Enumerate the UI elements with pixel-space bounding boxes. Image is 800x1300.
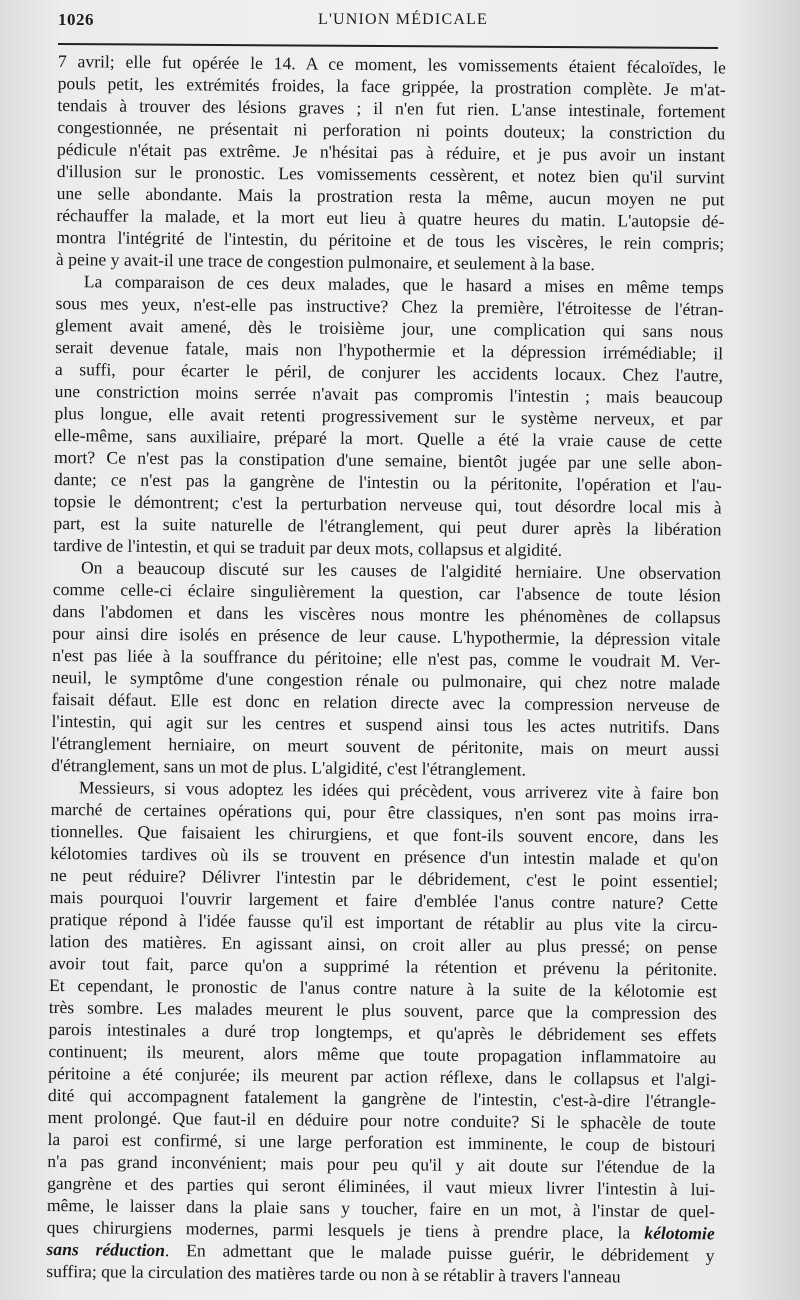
page-header xyxy=(58,10,748,34)
paragraph-2 xyxy=(53,270,724,562)
body-text xyxy=(46,50,726,1288)
text-line: avoir tout fait, parce qu'on a supprimé la rétention et prévenu la péritonite. xyxy=(49,952,718,980)
text-line: On a beaucoup discuté sur les causes de l'algidité herniaire. Une observation xyxy=(80,557,722,584)
text-line: mort? Ce n'est pas la constipation d'une semaine, bientôt jugée par une selle abon- xyxy=(53,446,723,474)
text-line: montra l'intégrité de l'intestin, du péritoine et de tous les viscères, le rein compris; xyxy=(56,226,725,254)
text-line: réchauffer la malade, et la mort eut lieu à quatre heures du matin. L'autopsie dé- xyxy=(56,204,725,232)
text-line: très sombre. Les malades meurent le plus souvent, parce que la compression des xyxy=(48,996,717,1024)
text-line: une constriction moins serrée n'avait pas compromis l'intestin ; mais beaucoup xyxy=(54,380,723,408)
text-line: tardive de l'intestin, et qui se traduit par deux mots, collapsus et algidité. xyxy=(53,534,563,560)
text-line: glement avait amené, dès le troisième jour, une complication qui sans nous xyxy=(55,314,724,342)
text-line: dité qui accompagnent fatalement la gangrène de l'intestin, c'est-à-dire l'étrangle- xyxy=(47,1084,717,1112)
text-line: faisait défaut. Elle est donc en relation directe avec la compression nerveuse de xyxy=(51,688,720,716)
text-line: comme celle-ci éclaire singulièrement la question, car l'absence de toute lésion xyxy=(52,578,721,606)
paragraph-4 xyxy=(46,776,719,1288)
text-line: part, est la suite naturelle de l'étranglement, qui peut durer après la libération xyxy=(53,512,722,540)
text-line: tionnelles. Que faisaient les chirurgiens, et que font-ils souvent encore, dans les xyxy=(50,820,719,848)
text-line: pratique répond à l'idée fausse qu'il est important de rétablir au plus vite la circu- xyxy=(49,908,718,936)
text-line: n'a pas grand inconvénient; mais pour peu qu'il y ait doute sur l'étendue de la xyxy=(47,1150,716,1178)
text-line: tendais à trouver des lésions graves ; il n'en fut rien. L'anse intestinale, fortement xyxy=(57,94,726,122)
text-line: sous mes yeux, n'est-elle pas instructive? Chez la première, l'étroitesse de l'étran- xyxy=(55,292,724,320)
paragraph-3 xyxy=(51,556,721,782)
text-fragment: ques chirurgiens modernes, parmi lesquels je tiens à prendre place, la xyxy=(46,1216,631,1243)
text-line: congestionnée, ne présentait ni perforation ni points douteux; la constriction du xyxy=(57,116,726,144)
text-line: kélotomies tardives où ils se trouvent en présence d'un intestin malade et qu'on xyxy=(50,842,719,870)
text-line: même, le laisser dans la plaie sans y toucher, faire en un mot, à l'instar de quel- xyxy=(46,1194,715,1222)
text-line: pour ainsi dire isolés en présence de leur cause. L'hypothermie, la dépression vitale xyxy=(52,622,721,650)
text-line: serait devenue fatale, mais non l'hypothermie et la dépression irrémédiable; il xyxy=(55,336,724,364)
text-line: ne peut réduire? Délivrer l'intestin par le débridement, c'est le point essentiel; xyxy=(49,864,719,892)
text-line: d'illusion sur le pronostic. Les vomissements cessèrent, et notez bien qu'il survint xyxy=(56,160,725,188)
italic-term: sans réduction xyxy=(46,1238,166,1261)
text-line: à peine y avait-il une trace de congestion pulmonaire, et seulement à la base. xyxy=(55,248,595,275)
paragraph-1 xyxy=(56,50,726,276)
page-number: 1026 xyxy=(58,10,94,29)
text-line: lation des matières. En agissant ainsi, on croit aller au plus pressé; on pense xyxy=(49,930,718,958)
text-line: pouls petit, les extrémités froides, la face grippée, la prostration complète. Je m'at- xyxy=(57,72,726,100)
text-line: continuent; ils meurent, alors même que toute propagation inflammatoire au xyxy=(48,1040,717,1068)
text-line: pédicule n'était pas extrême. Je n'hésitai pas à réduire, et je pus avoir un instant xyxy=(56,138,726,166)
text-line: Et cependant, le pronostic de l'anus contre nature à la suite de la kélotomie est xyxy=(48,974,718,1002)
text-line: suffira; que la circulation des matières tarde ou non à se rétablir à travers l'anneau xyxy=(46,1260,621,1287)
text-line: d'étranglement, sans un mot de plus. L'algidité, c'est l'étranglement. xyxy=(51,754,527,780)
text-line: 7 avril; elle fut opérée le 14. A ce moment, les vomissements étaient fécaloïdes, le xyxy=(57,50,726,78)
header-rule xyxy=(58,43,718,49)
text-line: parois intestinales a duré trop longtemps, et qu'après le débridement ses effets xyxy=(48,1018,717,1046)
text-line: Messieurs, si vous adoptez les idées qui précèdent, vous arriverez vite à faire bon xyxy=(78,777,719,804)
text-line: dante; ce n'est pas la gangrène de l'intestin ou la péritonite, l'opération et l'au- xyxy=(53,468,722,496)
text-line: la paroi est confirmé, si une large perforation est imminente, le coup de bistouri xyxy=(47,1128,716,1156)
text-line: gangrène et des parties qui seront éliminées, il vaut mieux livrer l'intestin à lui- xyxy=(47,1172,716,1200)
text-line: une selle abondante. Mais la prostration resta la même, aucun moyen ne put xyxy=(56,182,725,210)
italic-term: kélotomie xyxy=(644,1222,715,1244)
text-line: a suffi, pour écarter le péril, de conjurer les accidents locaux. Chez l'autre, xyxy=(54,358,724,386)
text-line: l'intestin, qui agit sur les centres et suspend ainsi tous les actes nutritifs. Dans xyxy=(51,710,720,738)
text-line: topsie le démontrent; c'est la perturbation nerveuse qui, tout désordre local mis à xyxy=(53,490,722,518)
text-line: elle-même, sans auxiliaire, préparé la mort. Quelle a été la vraie cause de cette xyxy=(54,424,723,452)
text-fragment: . En admettant que le malade puisse guérir, le débridement y xyxy=(164,1240,715,1266)
text-line: n'est pas liée à la souffrance du péritoine; elle n'est pas, comme le voudrait M. Ver- xyxy=(52,644,721,672)
text-line: l'étranglement herniaire, on meurt souvent de péritonite, mais on meurt aussi xyxy=(51,732,720,760)
text-line: neuil, le symptôme d'une congestion rénale ou pulmonaire, qui chez notre malade xyxy=(51,666,721,694)
running-title: L'UNION MÉDICALE xyxy=(317,11,489,28)
text-line: mais pourquoi l'ouvrir largement et faire d'emblée l'anus contre nature? Cette xyxy=(49,886,718,914)
text-line: péritoine a été conjurée; ils meurent par action réflexe, dans le collapsus et l'algi- xyxy=(48,1062,717,1090)
text-line: marché de certaines opérations qui, pour être classiques, n'en sont pas moins irra- xyxy=(50,798,719,826)
text-line: ment prolongé. Que faut-il en déduire pour notre conduite? Si le sphacèle de toute xyxy=(47,1106,716,1134)
text-line: La comparaison de ces deux malades, que le hasard a mises en même temps xyxy=(83,271,724,298)
text-line: dans l'abdomen et dans les viscères nous montre les phénomènes de collapsus xyxy=(52,600,721,628)
text-line: plus longue, elle avait retenti progressivement sur le système nerveux, et par xyxy=(54,402,723,430)
